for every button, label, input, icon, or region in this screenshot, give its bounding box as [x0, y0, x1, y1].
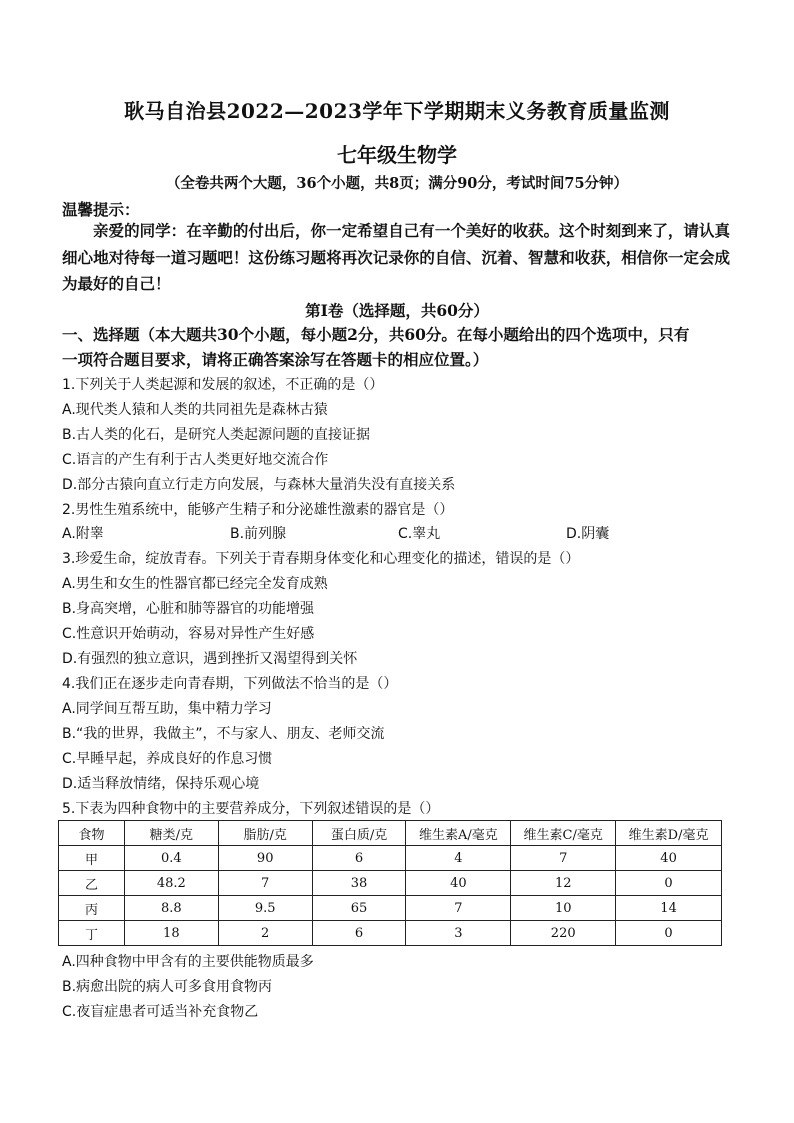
exam-info: （全卷共两个大题，36个小题，共8页；满分90分，考试时间75分钟）: [165, 175, 629, 192]
question-2-option-d: D.阴囊: [566, 526, 610, 542]
table-cell: 8.8: [124, 896, 218, 921]
question-4-option-c: C.早睡早起，养成良好的作息习惯: [62, 751, 273, 767]
table-cell: 丁: [59, 921, 125, 946]
question-3-option-b: B.身高突增，心脏和肺等器官的功能增强: [62, 601, 315, 617]
question-3-option-a: A.男生和女生的性器官都已经完全发育成熟: [62, 576, 328, 592]
table-cell: 6: [312, 846, 406, 871]
table-cell: 40: [616, 846, 722, 871]
table-cell: 48.2: [124, 871, 218, 896]
subject-title: 七年级生物学: [337, 143, 457, 167]
table-cell: 7: [218, 871, 312, 896]
question-1-option-d: D.部分古猿向直立行走方向发展，与森林大量消失没有直接关系: [62, 477, 456, 493]
question-5-stem: 5.下表为四种食物中的主要营养成分，下列叙述错误的是（）: [62, 801, 440, 817]
table-cell: 0: [616, 921, 722, 946]
table-cell: 甲: [59, 846, 125, 871]
question-2-stem: 2.男性生殖系统中，能够产生精子和分泌雄性激素的器官是（）: [62, 502, 454, 518]
question-5-option-b: B.病愈出院的病人可多食用食物丙: [62, 979, 273, 995]
table-cell: 0.4: [124, 846, 218, 871]
table-cell: 0: [616, 871, 722, 896]
question-1-option-c: C.语言的产生有利于古人类更好地交流合作: [62, 452, 329, 468]
table-cell: 乙: [59, 871, 125, 896]
table-cell: 10: [511, 896, 616, 921]
table-header-cell: 维生素D/毫克: [616, 821, 722, 846]
table-header-cell: 维生素C/毫克: [511, 821, 616, 846]
table-cell: 40: [406, 871, 511, 896]
table-cell: 38: [312, 871, 406, 896]
table-cell: 7: [406, 896, 511, 921]
exam-title: 耿马自治县2022—2023学年下学期期末义务教育质量监测: [124, 99, 670, 123]
table-cell: 90: [218, 846, 312, 871]
question-1-option-a: A.现代类人猿和人类的共同祖先是森林古猿: [62, 402, 328, 418]
question-4-option-a: A.同学间互帮互助，集中精力学习: [62, 701, 272, 717]
table-header-cell: 脂肪/克: [218, 821, 312, 846]
question-4-option-b: B.“我的世界，我做主”，不与家人、朋友、老师交流: [62, 726, 385, 742]
question-2-option-b: B.前列腺: [230, 526, 287, 542]
question-3-option-c: C.性意识开始萌动，容易对异性产生好感: [62, 626, 315, 642]
section-heading-line1: 一、选择题（本大题共30个小题，每小题2分，共60分。在每小题给出的四个选项中，只有: [62, 325, 690, 344]
question-2-option-a: A.附睾: [62, 526, 104, 542]
table-header-cell: 维生素A/毫克: [406, 821, 511, 846]
tips-label: 温馨提示：: [62, 200, 140, 219]
table-header-cell: 蛋白质/克: [312, 821, 406, 846]
question-2-option-c: C.睾丸: [398, 526, 441, 542]
table-cell: 7: [511, 846, 616, 871]
table-cell: 18: [124, 921, 218, 946]
table-header-row: [59, 821, 722, 846]
table-row: [59, 896, 722, 921]
table-cell: 丙: [59, 896, 125, 921]
part-title: 第Ⅰ卷（选择题，共60分）: [305, 301, 489, 320]
table-row: [59, 921, 722, 946]
question-4-option-d: D.适当释放情绪，保持乐观心境: [62, 776, 260, 792]
table-cell: 2: [218, 921, 312, 946]
table-cell: 14: [616, 896, 722, 921]
table-row: [59, 871, 722, 896]
question-3-stem: 3.珍爱生命，绽放青春。下列关于青春期身体变化和心理变化的描述，错误的是（）: [62, 551, 580, 567]
nutrition-table: [58, 820, 722, 946]
question-4-stem: 4.我们正在逐步走向青春期，下列做法不恰当的是（）: [62, 676, 398, 692]
section-heading-line2: 一项符合题目要求，请将正确答案涂写在答题卡的相应位置。）: [62, 350, 489, 369]
tips-text: 亲爱的同学：在辛勤的付出后，你一定希望自己有一个美好的收获。这个时刻到来了，请认真细心地对待每一道习题吧！这份练习题将再次记录你的自信、沉着、智慧和收获，相信你一定会成为最好的自己！: [62, 221, 730, 293]
question-5-option-a: A.四种食物中甲含有的主要供能物质最多: [62, 954, 314, 970]
table-cell: 4: [406, 846, 511, 871]
table-cell: 12: [511, 871, 616, 896]
table-header-cell: 食物: [59, 821, 125, 846]
table-cell: 9.5: [218, 896, 312, 921]
question-5-option-c: C.夜盲症患者可适当补充食物乙: [62, 1004, 259, 1020]
table-row: [59, 846, 722, 871]
question-1-stem: 1.下列关于人类起源和发展的叙述，不正确的是（）: [62, 377, 384, 393]
question-3-option-d: D.有强烈的独立意识，遇到挫折又渴望得到关怀: [62, 651, 358, 667]
question-1-option-b: B.古人类的化石，是研究人类起源问题的直接证据: [62, 427, 371, 443]
table-cell: 220: [511, 921, 616, 946]
table-cell: 65: [312, 896, 406, 921]
table-cell: 3: [406, 921, 511, 946]
table-header-cell: 糖类/克: [124, 821, 218, 846]
table-cell: 6: [312, 921, 406, 946]
